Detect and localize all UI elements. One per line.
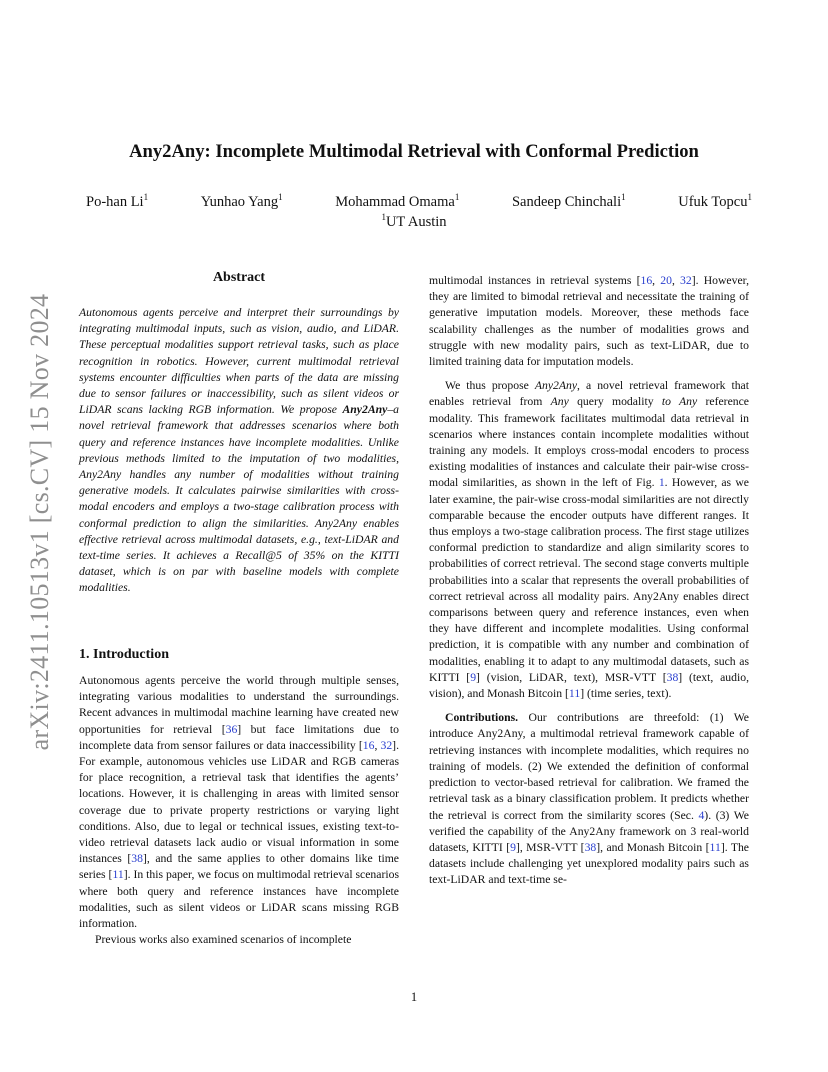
abstract-body: Autonomous agents perceive and interpret their surroundings by integrating multimodal inputs, such as vision, audio, and LiDAR. These perceptual modalities support retrieval tasks, such as place recognition in robotics. However, current multimodal retrieval systems encounter difficulties when parts of the data are missing due to sensor failures or inaccessibility, such as silent videos or LiDAR scans lacking RGB information. We propose Any2Any–a novel retrieval framework that addresses scenarios where both query and reference instances have incomplete modalities. Unlike previous methods limited to the imputation of two modalities, Any2Any handles any number of modalities without training generative models. It calculates pairwise similarities with cross-modal encoders and employs a two-stage calibration process with conformal prediction to align the similarities. Any2Any enables effective retrieval across multimodal datasets, e.g., text-LiDAR and text-time series. It achieves a Recall@5 of 35% on the KITTI dataset, which is on par with baseline models with complete modalities.	[79, 306, 399, 595]
section-reference-link[interactable]: 4	[698, 808, 705, 822]
author: Ufuk Topcu$^1$	[678, 192, 752, 210]
citation-link[interactable]: 38	[666, 670, 679, 684]
citation-link[interactable]: 36	[225, 722, 238, 736]
author-list	[86, 194, 752, 211]
citation-link[interactable]: 16	[640, 274, 653, 287]
citation-link[interactable]: 38	[131, 852, 143, 866]
paper-title: Any2Any: Incomplete Multimodal Retrieval with Conformal Prediction	[129, 141, 699, 162]
section-heading-introduction: 1. Introduction	[79, 647, 169, 662]
paragraph: We thus propose Any2Any, a novel retrieval framework that enables retrieval from Any query modality to Any reference modality. This framework facilitates multimodal data retrieval in scenarios where instances contain incomplete modalities without training any models. It employs cross-modal encoders to process existing modalities of instances and calculate their pair-wise cross-modal similarities, as shown in the left of Fig. 1. However, as we later examine, the pair-wise cross-modal similarities are not directly comparable because the encoder outputs have different ranges. It thus employs a two-stage calibration process. The first stage utilizes conformal prediction to standardize and align similarity scores to probabilities of correct retrieval. The second stage converts multiple probabilities into a scalar that represents the overall probabilities of correct retrieval across all modality pairs. Any2Any enables direct comparisons between query and reference instances, even when they have different and incomplete modalities. Using conformal prediction, it is compatible with any number and combination of modalities, enabling it to adapt to any multimodal datasets, such as KITTI [9] (vision, LiDAR, text), MSR-VTT [38] (text, audio, vision), and Monash Bitcoin [11] (time series, text).	[429, 379, 750, 701]
page-number: 1	[410, 990, 418, 1004]
citation-link[interactable]: 20	[660, 274, 672, 287]
introduction-body	[79, 673, 399, 948]
citation-link[interactable]: 11	[112, 868, 124, 882]
citation-link[interactable]: 11	[568, 687, 581, 701]
paragraph: multimodal instances in retrieval systems [16, 20, 32]. However, they are limited to bimodal retrieval and necessitate the training of generative imputation models. Moreover, these methods face scalability challenges as the number of modalities grows and struggle with new modality pairs, such as text-LiDAR, due to limited training data for imputation models.	[429, 274, 750, 369]
author: Mohammad Omama$^1$	[335, 192, 460, 210]
paragraph: Contributions. Our contributions are threefold: (1) We introduce Any2Any, a multimodal retrieval framework capable of retrieving instances with incomplete modalities, which requires no training of models. (2) We extended the definition of conformal prediction to vector-based retrieval for calibration. We framed the retrieval task as a binary classification problem. It predicts whether the retrieval is correct from the similarity scores (Sec. 4). (3) We verified the capability of the Any2Any framework on 3 real-world datasets, KITTI [9], MSR-VTT [38], and Monash Bitcoin [11]. The datasets include challenging yet unexplored modality pairs such as text-LiDAR and text-time se-	[429, 711, 749, 887]
citation-link[interactable]: 32	[380, 738, 393, 752]
arxiv-identifier-stamp	[27, 284, 53, 760]
contributions-label: Contributions.	[445, 711, 519, 725]
figure-reference-link[interactable]: 1	[658, 476, 665, 490]
citation-link[interactable]: 32	[680, 274, 692, 287]
author: Yunhao Yang$^1$	[200, 192, 283, 210]
paragraph: Previous works also examined scenarios of incomplete	[95, 933, 352, 947]
citation-link[interactable]: 16	[362, 738, 375, 752]
author: Sandeep Chinchali$^1$	[511, 192, 626, 210]
right-column-body	[429, 273, 749, 889]
affiliation: $^1$UT Austin	[381, 212, 447, 230]
abstract-heading: Abstract	[212, 270, 266, 285]
citation-link[interactable]: 9	[470, 670, 477, 684]
citation-link[interactable]: 9	[510, 840, 516, 854]
citation-link[interactable]: 11	[709, 840, 721, 854]
citation-link[interactable]: 38	[584, 840, 597, 854]
author: Po-han Li$^1$	[86, 192, 149, 210]
arxiv-identifier-text: arXiv:2411.10513v1 [cs.CV] 15 Nov 2024	[25, 293, 54, 751]
paragraph: Autonomous agents perceive the world through multiple senses, integrating various modalities to understand the surroundings. Recent advances in multimodal machine learning have created new opportunities for retrieval [36] but face limitations due to incomplete data from sensor failures or data inaccessibility [16, 32]. For example, autonomous vehicles use LiDAR and RGB cameras for place recognition, a retrieval task that identifies the agents’ locations. However, it is challenging in areas with limited sensor coverage due to private property restrictions or varying light conditions. Also, due to legal or technical issues, existing text-to-video retrieval datasets lack audio or visual information in some instances [38], and the same applies to other domains like time series [11]. In this paper, we focus on multimodal retrieval scenarios where both query and reference instances have incomplete modalities, such as silent videos or LiDAR scans missing RGB information.	[79, 674, 399, 931]
